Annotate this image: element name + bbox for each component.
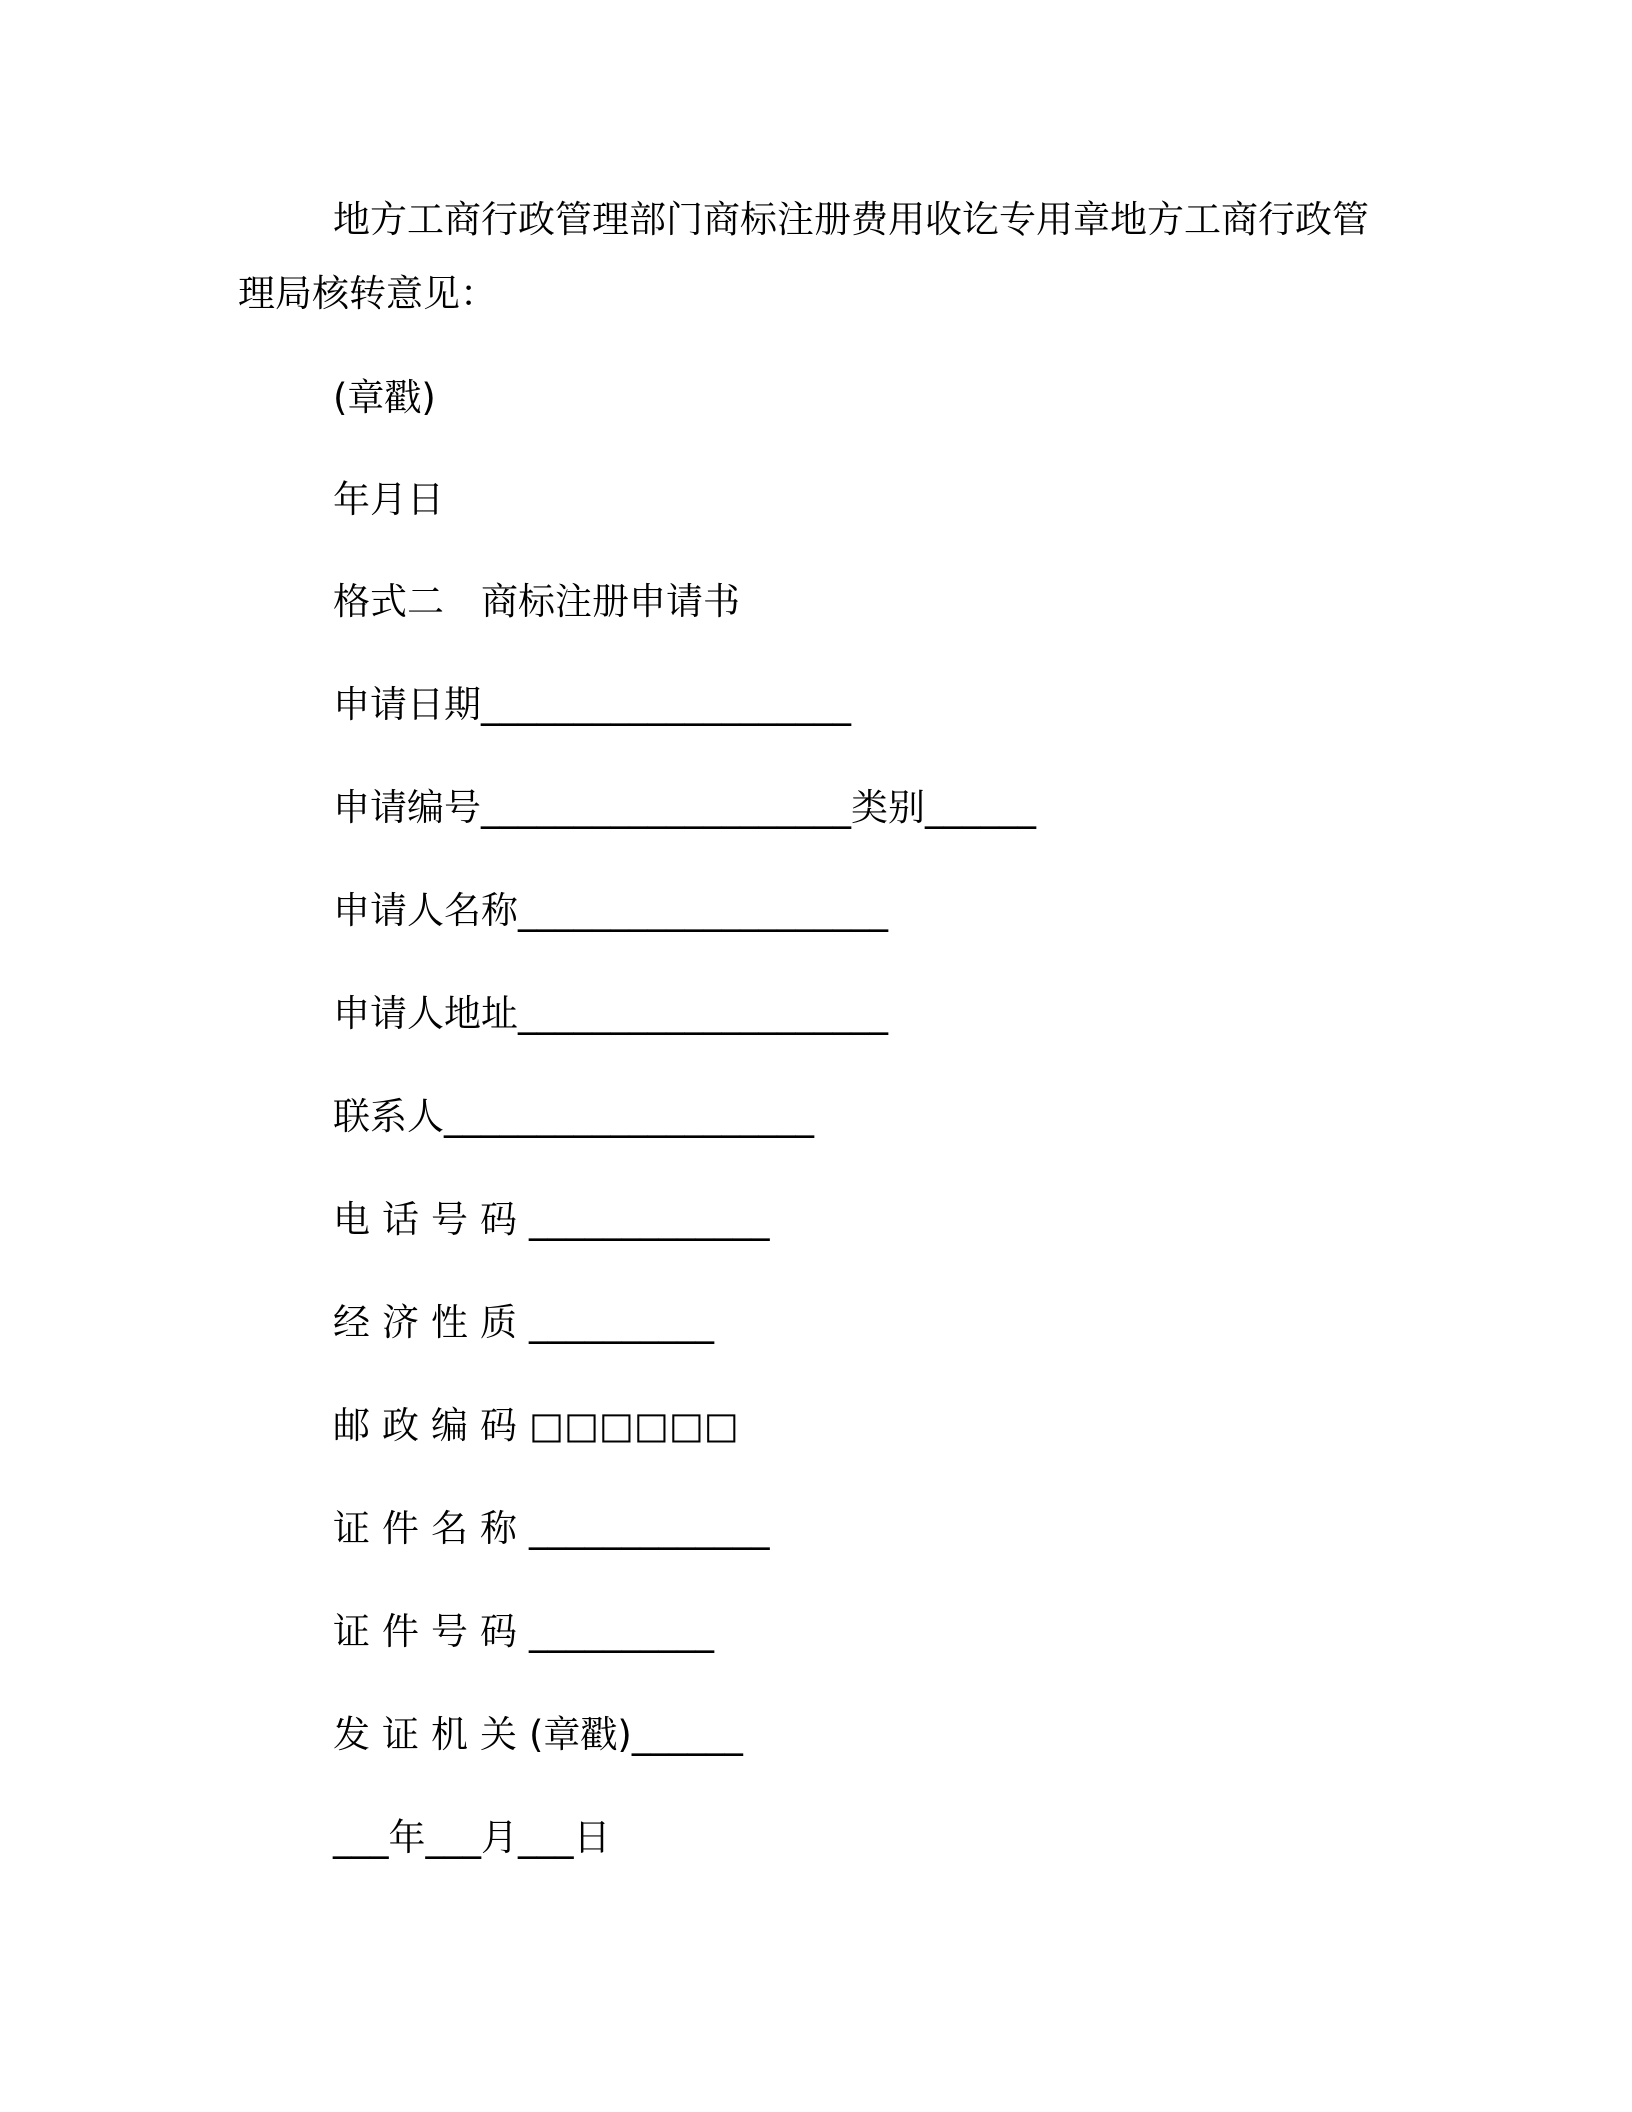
issuer-label: 发证机关 <box>333 1713 529 1756</box>
intro-text-1: 地方工商行政管理部门商标注册费用收讫专用章地方工商行政管 <box>333 198 1369 241</box>
intro-line-1 <box>333 196 1369 244</box>
intro-text-2: 理局核转意见： <box>238 272 497 315</box>
seal-text: (章戳) <box>333 376 436 419</box>
postal-label: 邮政编码 <box>333 1404 529 1447</box>
day-blank: ___ <box>518 1816 574 1859</box>
phone-blank: _____________ <box>529 1198 770 1241</box>
postal-field <box>333 1402 739 1450</box>
issuer-seal: (章戳) <box>529 1713 632 1756</box>
format-title <box>333 578 740 626</box>
intro-line-2 <box>238 270 497 318</box>
seal-line <box>333 374 436 422</box>
day-text: 日 <box>573 1816 611 1859</box>
category-label: 类别 <box>851 786 925 829</box>
month-blank: ___ <box>425 1816 481 1859</box>
cert-no-field <box>333 1608 714 1656</box>
year-text: 年 <box>388 1816 426 1859</box>
apply-no-label: 申请编号 <box>333 786 481 829</box>
applicant-address-field <box>333 990 888 1038</box>
cert-no-label: 证件号码 <box>333 1610 529 1653</box>
cert-no-blank: __________ <box>529 1610 714 1653</box>
apply-date-blank: ____________________ <box>481 683 851 726</box>
cert-name-label: 证件名称 <box>333 1507 529 1550</box>
applicant-name-blank: ____________________ <box>518 889 888 932</box>
apply-no-field <box>333 784 1036 832</box>
apply-date-label: 申请日期 <box>333 683 481 726</box>
contact-field <box>333 1093 814 1141</box>
year-blank: ___ <box>333 1816 389 1859</box>
contact-blank: ____________________ <box>444 1095 814 1138</box>
issuer-blank: ______ <box>631 1713 743 1756</box>
applicant-name-label: 申请人名称 <box>333 889 518 932</box>
economy-label: 经济性质 <box>333 1301 529 1344</box>
date-text: 年月日 <box>333 478 444 521</box>
phone-label: 电话号码 <box>333 1198 529 1241</box>
apply-no-blank: ____________________ <box>481 786 851 829</box>
category-blank: ______ <box>925 786 1036 829</box>
economy-field <box>333 1299 714 1347</box>
final-date-line <box>333 1814 611 1862</box>
date-line <box>333 476 444 524</box>
apply-date-field <box>333 681 851 729</box>
cert-name-field <box>333 1505 770 1553</box>
phone-field <box>333 1196 770 1244</box>
format-title-text: 格式二 商标注册申请书 <box>333 580 740 623</box>
cert-name-blank: _____________ <box>529 1507 770 1550</box>
month-text: 月 <box>481 1816 518 1859</box>
applicant-address-label: 申请人地址 <box>333 992 518 1035</box>
contact-label: 联系人 <box>333 1095 444 1138</box>
applicant-name-field <box>333 887 888 935</box>
issuer-field <box>333 1711 743 1759</box>
economy-blank: __________ <box>529 1301 714 1344</box>
postal-boxes: □□□□□□ <box>529 1404 739 1447</box>
applicant-address-blank: ____________________ <box>518 992 888 1035</box>
